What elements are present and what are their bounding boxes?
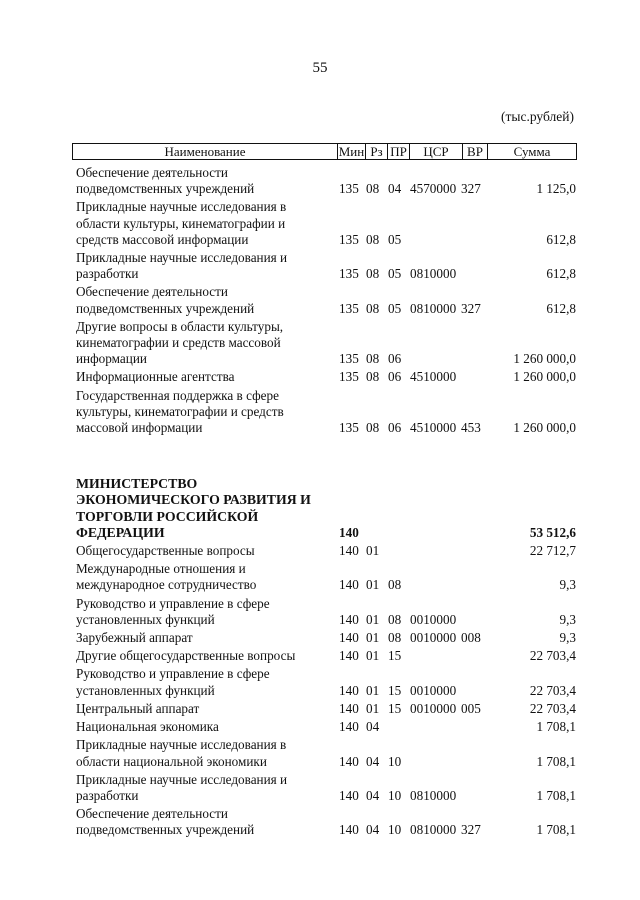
- row-codes: [339, 822, 486, 838]
- row-csr: 0810000: [410, 787, 457, 803]
- row-pr: [388, 525, 410, 541]
- table-row: [76, 701, 576, 717]
- row-vr: [461, 232, 486, 248]
- row-name: Руководство и управление в сфере установленных функций: [76, 666, 270, 698]
- row-csr: 4510000: [410, 420, 457, 436]
- row-min: 140: [339, 753, 359, 769]
- row-codes: [339, 754, 486, 770]
- row-sum: 1 260 000,0: [513, 351, 576, 367]
- row-sum: 22 712,7: [529, 543, 576, 559]
- row-csr: 4570000: [410, 181, 457, 197]
- row-csr: [410, 525, 461, 541]
- row-sum: 1 708,1: [536, 787, 576, 803]
- table-row: [76, 250, 576, 282]
- table-row: [76, 596, 576, 628]
- table-row: [76, 772, 576, 804]
- row-vr: 327: [461, 300, 481, 316]
- row-vr: [461, 543, 486, 559]
- row-vr: [461, 612, 486, 628]
- row-pr: 08: [388, 630, 402, 646]
- row-min: 140: [339, 787, 359, 803]
- row-pr: 06: [388, 351, 402, 367]
- row-pr: 15: [388, 648, 402, 664]
- row-pr: 15: [388, 700, 402, 716]
- row-min: 140: [339, 611, 359, 627]
- row-min: 140: [339, 719, 359, 735]
- row-min: 135: [339, 351, 359, 367]
- row-name: Прикладные научные исследования в области культуры, кинематографии и средств массовой информации: [76, 199, 287, 247]
- row-rz: 01: [366, 630, 380, 646]
- row-codes: [339, 648, 486, 664]
- row-sum: 1 708,1: [536, 753, 576, 769]
- row-sum: 612,8: [546, 266, 576, 282]
- header-name: Наименование: [73, 144, 338, 159]
- row-codes: [339, 683, 486, 699]
- row-min: 140: [339, 682, 359, 698]
- table-row: [76, 719, 576, 735]
- row-csr: [410, 719, 461, 735]
- row-pr: 10: [388, 822, 402, 838]
- table-row: [76, 199, 576, 248]
- row-vr: [461, 525, 486, 541]
- header-pr: ПР: [388, 144, 410, 159]
- row-csr: [410, 351, 461, 367]
- header-vr: ВР: [463, 144, 488, 159]
- table-row: [76, 561, 576, 593]
- header-sum: Сумма: [513, 144, 551, 159]
- row-csr: 0010000: [410, 630, 457, 646]
- row-codes: [339, 612, 486, 628]
- row-name: Другие общегосударственные вопросы: [76, 648, 296, 664]
- row-rz: 01: [366, 700, 380, 716]
- row-csr: 0810000: [410, 266, 457, 282]
- row-csr: 0010000: [410, 611, 457, 627]
- row-min: 135: [339, 300, 359, 316]
- row-vr: [461, 351, 486, 367]
- row-min: 140: [339, 630, 359, 646]
- units-label: (тыс.рублей): [501, 109, 574, 124]
- header-csr: ЦСР: [410, 144, 463, 159]
- row-min: 140: [339, 648, 359, 664]
- row-sum: 9,3: [559, 630, 576, 646]
- row-codes: [339, 543, 486, 559]
- row-min: 135: [339, 266, 359, 282]
- table-row: [76, 284, 576, 316]
- row-pr: 05: [388, 300, 402, 316]
- row-min: 135: [339, 181, 359, 197]
- row-rz: 04: [366, 719, 380, 735]
- row-csr: 4510000: [410, 369, 457, 385]
- row-name: Прикладные научные исследования и разработки: [76, 250, 288, 282]
- row-pr: 08: [388, 611, 402, 627]
- table-row: [76, 319, 576, 368]
- row-name: Другие вопросы в области культуры, кинематографии и средств массовой информации: [76, 318, 284, 367]
- row-pr: [388, 543, 410, 559]
- table-row: [76, 165, 576, 197]
- row-pr: 05: [388, 231, 402, 247]
- row-min: 140: [339, 543, 359, 559]
- row-csr: [410, 543, 461, 559]
- row-sum: 22 703,4: [529, 682, 576, 698]
- row-codes: [339, 525, 486, 541]
- row-csr: [410, 232, 461, 248]
- row-rz: 08: [366, 231, 380, 247]
- row-vr: 008: [461, 630, 481, 646]
- row-rz: 01: [366, 648, 380, 664]
- row-vr: 327: [461, 822, 481, 838]
- row-csr: 0810000: [410, 822, 457, 838]
- row-vr: [461, 719, 486, 735]
- row-codes: [339, 719, 486, 735]
- row-name: Прикладные научные исследования и разработки: [76, 771, 288, 803]
- row-name: Информационные агентства: [76, 369, 235, 385]
- row-pr: 06: [388, 420, 402, 436]
- row-pr: 10: [388, 787, 402, 803]
- row-csr: 0810000: [410, 300, 457, 316]
- row-pr: 08: [388, 577, 402, 593]
- table-row: [76, 543, 576, 559]
- row-vr: [461, 683, 486, 699]
- section-gap: [76, 438, 576, 476]
- row-sum: 9,3: [559, 611, 576, 627]
- row-codes: [339, 701, 486, 717]
- row-pr: 05: [388, 266, 402, 282]
- row-name: Руководство и управление в сфере установленных функций: [76, 595, 270, 627]
- row-sum: 1 125,0: [536, 181, 576, 197]
- row-codes: [339, 630, 486, 646]
- row-rz: 01: [366, 682, 380, 698]
- row-csr: [410, 754, 461, 770]
- row-sum: 22 703,4: [529, 700, 576, 716]
- row-vr: [461, 369, 486, 385]
- header-rz: Рз: [366, 144, 388, 159]
- row-sum: 612,8: [546, 231, 576, 247]
- row-pr: 04: [388, 181, 402, 197]
- row-rz: 01: [366, 577, 380, 593]
- row-vr: [461, 266, 486, 282]
- row-codes: [339, 577, 486, 593]
- row-name: Зарубежный аппарат: [76, 630, 193, 646]
- row-pr: 06: [388, 369, 402, 385]
- table-row: [76, 666, 576, 698]
- row-name: Общегосударственные вопросы: [76, 543, 255, 559]
- row-name: Обеспечение деятельности подведомственных учреждений: [76, 806, 255, 838]
- row-codes: [339, 232, 486, 248]
- row-rz: 08: [366, 420, 380, 436]
- row-min: 140: [339, 577, 359, 593]
- row-sum: 1 260 000,0: [513, 369, 576, 385]
- table-row: [76, 648, 576, 664]
- row-name: Государственная поддержка в сфере культуры, кинематографии и средств массовой информации: [76, 387, 284, 436]
- row-codes: [339, 301, 486, 317]
- row-csr: [410, 648, 461, 664]
- row-sum: 1 708,1: [536, 719, 576, 735]
- row-csr: 0010000: [410, 682, 457, 698]
- row-vr: 453: [461, 420, 481, 436]
- row-min: 135: [339, 231, 359, 247]
- row-codes: [339, 420, 486, 436]
- table-row: [76, 369, 576, 385]
- row-min: 140: [339, 822, 359, 838]
- row-rz: 08: [366, 181, 380, 197]
- row-rz: [366, 525, 388, 541]
- row-pr: 10: [388, 753, 402, 769]
- row-pr: [388, 719, 410, 735]
- row-rz: 04: [366, 822, 380, 838]
- row-sum: 612,8: [546, 300, 576, 316]
- row-min: 140: [339, 524, 359, 540]
- row-sum: 9,3: [559, 577, 576, 593]
- row-name: Международные отношения и международное сотрудничество: [76, 561, 257, 593]
- row-pr: 15: [388, 682, 402, 698]
- row-sum: 53 512,6: [529, 524, 576, 540]
- row-sum: 1 260 000,0: [513, 420, 576, 436]
- row-name: Обеспечение деятельности подведомственных учреждений: [76, 284, 255, 316]
- row-csr: 0010000: [410, 700, 457, 716]
- table-row: [76, 476, 576, 541]
- row-vr: [461, 754, 486, 770]
- budget-table: [76, 165, 576, 841]
- row-name: Национальная экономика: [76, 719, 219, 735]
- row-rz: 08: [366, 266, 380, 282]
- row-rz: 01: [366, 611, 380, 627]
- page-number: 55: [312, 60, 328, 76]
- row-min: 135: [339, 369, 359, 385]
- row-vr: [461, 648, 486, 664]
- row-name: Прикладные научные исследования в области национальной экономики: [76, 737, 287, 769]
- table-row: [76, 806, 576, 838]
- row-rz: 08: [366, 351, 380, 367]
- row-rz: 08: [366, 369, 380, 385]
- row-name: Обеспечение деятельности подведомственных учреждений: [76, 165, 255, 197]
- table-header: [72, 143, 577, 160]
- row-rz: 04: [366, 787, 380, 803]
- row-codes: [339, 788, 486, 804]
- row-codes: [339, 266, 486, 282]
- row-sum: 1 708,1: [536, 822, 576, 838]
- row-rz: 08: [366, 300, 380, 316]
- row-codes: [339, 369, 486, 385]
- header-min: Мин: [338, 144, 365, 159]
- row-min: 135: [339, 420, 359, 436]
- row-name: МИНИСТЕРСТВО ЭКОНОМИЧЕСКОГО РАЗВИТИЯ И ТОРГОВЛИ РОССИЙСКОЙ ФЕДЕРАЦИИ: [76, 476, 311, 540]
- row-vr: [461, 788, 486, 804]
- row-csr: [410, 577, 461, 593]
- table-row: [76, 630, 576, 646]
- row-rz: 01: [366, 543, 380, 559]
- row-codes: [339, 351, 486, 367]
- row-name: Центральный аппарат: [76, 700, 200, 716]
- table-row: [76, 737, 576, 769]
- table-row: [76, 388, 576, 437]
- row-min: 140: [339, 700, 359, 716]
- row-rz: 04: [366, 753, 380, 769]
- row-vr: [461, 577, 486, 593]
- row-codes: [339, 181, 486, 197]
- row-sum: 22 703,4: [529, 648, 576, 664]
- row-vr: 327: [461, 181, 481, 197]
- row-vr: 005: [461, 700, 481, 716]
